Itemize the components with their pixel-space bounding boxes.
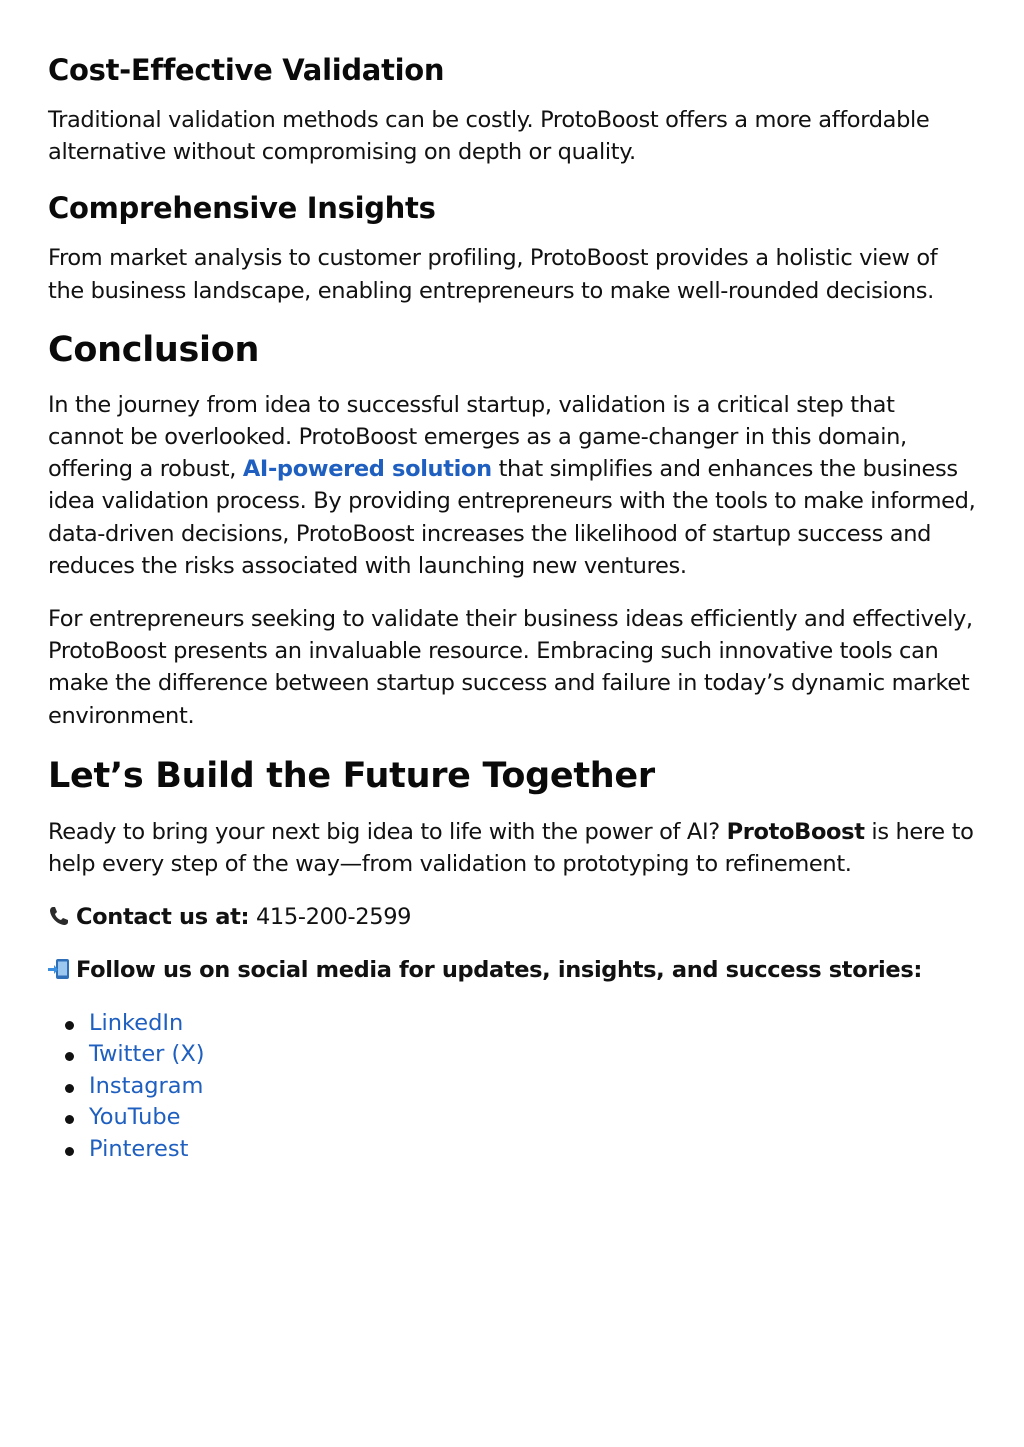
- bullet: [65, 1147, 74, 1156]
- bullet: [65, 1115, 74, 1124]
- list-item: [62, 1071, 976, 1103]
- bullet: [65, 1084, 74, 1093]
- conclusion-text-after-link: that simplifies and enhances the business idea validation process. By providing entrepreneurs with the tools to make informed, data-driven decisions, ProtoBoost increases the likelihood of startup success and reduces the risks associated with launching new ventures.: [48, 456, 976, 579]
- mobile-incoming-icon: [48, 957, 72, 979]
- conclusion-text-before-link: In the journey from idea to successful startup, validation is a critical step that cannot be overlooked. ProtoBoost emerges as a game-changer in this domain, offering a robust,: [48, 391, 907, 483]
- pinterest-link[interactable]: Pinterest: [89, 1135, 189, 1162]
- list-item: [62, 1102, 976, 1134]
- conclusion-paragraph-1: [48, 389, 976, 582]
- ai-powered-solution-link[interactable]: AI-powered solution: [242, 456, 492, 483]
- comprehensive-insights-heading: Comprehensive Insights: [48, 191, 436, 226]
- follow-line: [48, 954, 976, 986]
- contact-line: [48, 901, 976, 933]
- youtube-link[interactable]: YouTube: [89, 1104, 181, 1131]
- cta-intro-after: is here to help every step of the way—from validation to prototyping to refinement.: [48, 818, 974, 878]
- contact-phone: 415-200-2599: [249, 904, 412, 931]
- protoboost-brand: ProtoBoost: [726, 818, 865, 845]
- bullet: [65, 1052, 74, 1061]
- cost-effective-paragraph: Traditional validation methods can be costly. ProtoBoost offers a more affordable alternative without compromising on depth or quality.: [48, 107, 930, 166]
- social-links-list: [48, 1008, 976, 1166]
- cta-intro-paragraph: [48, 816, 976, 880]
- conclusion-heading: Conclusion: [48, 329, 260, 370]
- comprehensive-insights-paragraph: From market analysis to customer profiling, ProtoBoost provides a holistic view of the business landscape, enabling entrepreneurs to make well-rounded decisions.: [48, 245, 938, 304]
- phone-icon: [48, 904, 72, 926]
- list-item: [62, 1134, 976, 1166]
- instagram-link[interactable]: Instagram: [89, 1072, 204, 1099]
- twitter-link[interactable]: Twitter (X): [89, 1041, 205, 1068]
- bullet: [65, 1021, 74, 1030]
- contact-label: Contact us at:: [76, 904, 250, 931]
- cta-intro-before: Ready to bring your next big idea to life with the power of AI?: [48, 818, 727, 845]
- cost-effective-heading: Cost-Effective Validation: [48, 53, 445, 87]
- build-future-heading: Let’s Build the Future Together: [48, 755, 655, 796]
- list-item: [62, 1008, 976, 1040]
- linkedin-link[interactable]: LinkedIn: [89, 1009, 184, 1036]
- list-item: [62, 1039, 976, 1071]
- follow-text: Follow us on social media for updates, insights, and success stories:: [76, 957, 923, 984]
- conclusion-paragraph-2: For entrepreneurs seeking to validate their business ideas efficiently and effectively, ProtoBoost presents an invaluable resource. Embracing such innovative tools can make the difference between startup success and failure in today’s dynamic market environment.: [48, 606, 973, 729]
